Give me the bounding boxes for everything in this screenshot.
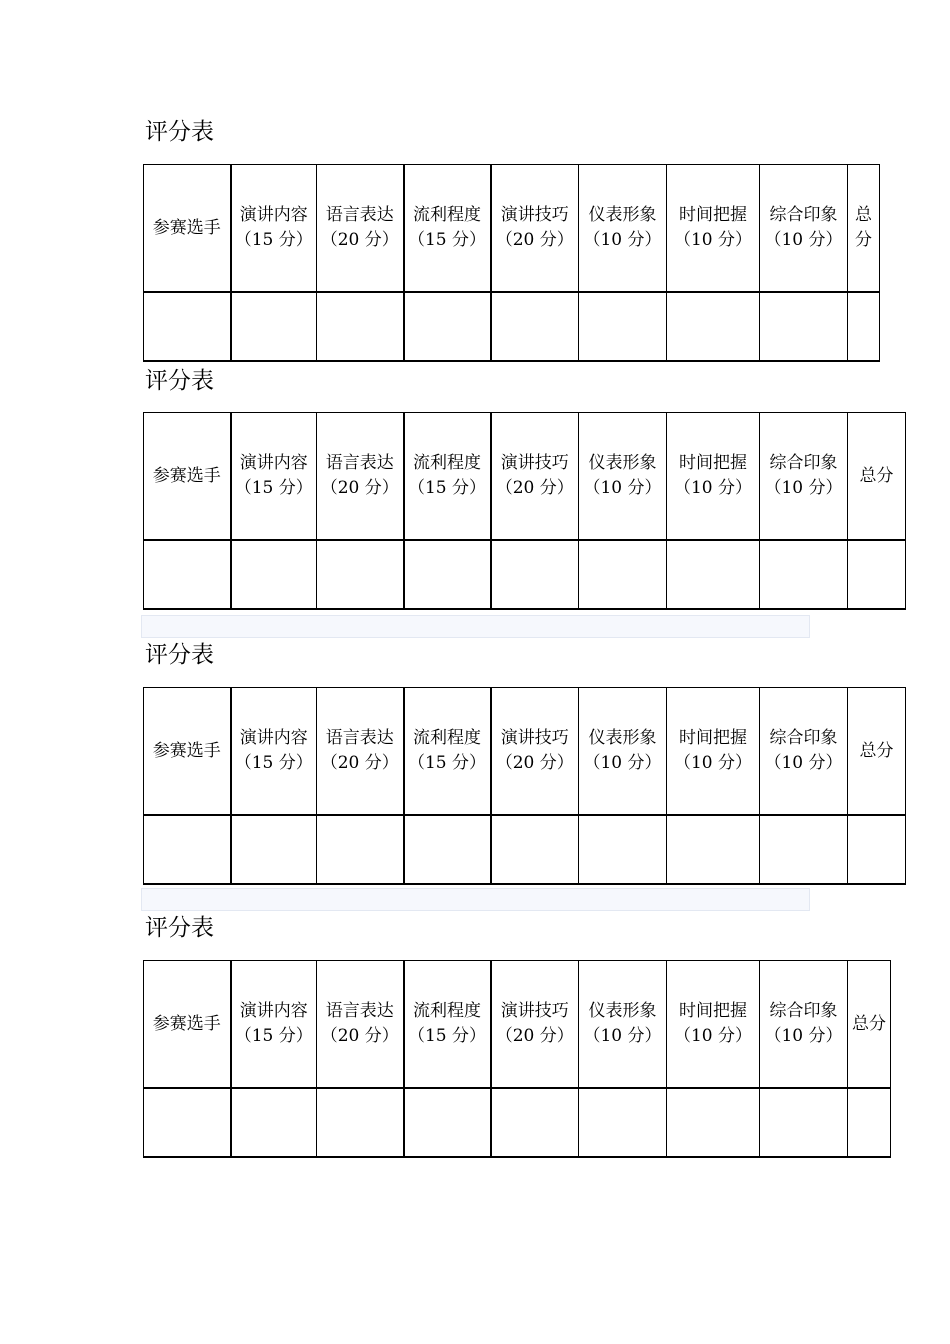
header-criterion: 语言表达 （20 分） <box>317 413 404 541</box>
header-criterion: 语言表达 （20 分） <box>317 165 404 293</box>
score-cell[interactable] <box>404 815 491 884</box>
header-criterion: 综合印象 （10 分） <box>760 961 848 1089</box>
header-criterion: 流利程度 （15 分） <box>404 413 491 541</box>
sheet-title: 评分表 <box>145 368 214 394</box>
page-separator <box>141 615 810 638</box>
table-row <box>144 292 880 361</box>
score-cell[interactable] <box>667 540 760 609</box>
sheet-title: 评分表 <box>145 915 214 941</box>
score-cell[interactable] <box>667 292 760 361</box>
header-criterion: 语言表达 （20 分） <box>317 688 404 816</box>
score-cell[interactable] <box>231 292 317 361</box>
score-table <box>143 687 906 885</box>
header-criterion: 时间把握 （10 分） <box>667 961 760 1089</box>
score-cell[interactable] <box>144 292 231 361</box>
header-criterion: 演讲内容 （15 分） <box>231 413 317 541</box>
score-cell[interactable] <box>404 292 491 361</box>
header-criterion: 流利程度 （15 分） <box>404 961 491 1089</box>
score-cell[interactable] <box>404 1088 491 1157</box>
header-total: 总分 <box>848 413 906 541</box>
score-cell[interactable] <box>144 540 231 609</box>
score-cell[interactable] <box>491 815 579 884</box>
score-cell[interactable] <box>491 1088 579 1157</box>
sheet-title: 评分表 <box>145 642 214 668</box>
header-participant: 参赛选手 <box>144 961 231 1089</box>
score-cell[interactable] <box>667 815 760 884</box>
score-cell[interactable] <box>317 1088 404 1157</box>
score-cell[interactable] <box>848 540 906 609</box>
header-criterion: 流利程度 （15 分） <box>404 165 491 293</box>
score-cell[interactable] <box>760 1088 848 1157</box>
header-criterion: 流利程度 （15 分） <box>404 688 491 816</box>
header-criterion: 演讲技巧 （20 分） <box>491 165 579 293</box>
score-cell[interactable] <box>848 1088 891 1157</box>
score-cell[interactable] <box>144 1088 231 1157</box>
score-table <box>143 412 906 610</box>
table-row <box>144 815 906 884</box>
sheet-title: 评分表 <box>145 119 214 145</box>
score-cell[interactable] <box>231 540 317 609</box>
score-cell[interactable] <box>760 815 848 884</box>
score-cell[interactable] <box>667 1088 760 1157</box>
header-total: 总分 <box>848 688 906 816</box>
score-cell[interactable] <box>848 292 880 361</box>
header-criterion: 时间把握 （10 分） <box>667 688 760 816</box>
header-total: 总 分 <box>848 165 880 293</box>
header-criterion: 演讲技巧 （20 分） <box>491 688 579 816</box>
score-cell[interactable] <box>579 540 667 609</box>
score-cell[interactable] <box>579 292 667 361</box>
header-criterion: 仪表形象 （10 分） <box>579 688 667 816</box>
header-criterion: 演讲技巧 （20 分） <box>491 961 579 1089</box>
header-participant: 参赛选手 <box>144 688 231 816</box>
table-row <box>144 1088 891 1157</box>
score-table <box>143 960 891 1158</box>
page-separator <box>141 888 810 911</box>
header-total: 总分 <box>848 961 891 1089</box>
score-cell[interactable] <box>317 815 404 884</box>
score-table <box>143 164 880 362</box>
score-cell[interactable] <box>317 540 404 609</box>
score-cell[interactable] <box>491 292 579 361</box>
score-cell[interactable] <box>760 540 848 609</box>
score-cell[interactable] <box>579 815 667 884</box>
score-cell[interactable] <box>404 540 491 609</box>
table-row <box>144 540 906 609</box>
score-cell[interactable] <box>231 815 317 884</box>
header-criterion: 综合印象 （10 分） <box>760 413 848 541</box>
header-criterion: 演讲内容 （15 分） <box>231 688 317 816</box>
score-cell[interactable] <box>848 815 906 884</box>
header-criterion: 仪表形象 （10 分） <box>579 413 667 541</box>
score-cell[interactable] <box>231 1088 317 1157</box>
header-criterion: 仪表形象 （10 分） <box>579 961 667 1089</box>
score-cell[interactable] <box>144 815 231 884</box>
header-criterion: 时间把握 （10 分） <box>667 165 760 293</box>
header-criterion: 演讲内容 （15 分） <box>231 961 317 1089</box>
header-criterion: 演讲内容 （15 分） <box>231 165 317 293</box>
header-participant: 参赛选手 <box>144 413 231 541</box>
score-cell[interactable] <box>491 540 579 609</box>
header-criterion: 语言表达 （20 分） <box>317 961 404 1089</box>
header-criterion: 综合印象 （10 分） <box>760 165 848 293</box>
header-criterion: 时间把握 （10 分） <box>667 413 760 541</box>
header-criterion: 演讲技巧 （20 分） <box>491 413 579 541</box>
header-participant: 参赛选手 <box>144 165 231 293</box>
score-cell[interactable] <box>317 292 404 361</box>
header-criterion: 综合印象 （10 分） <box>760 688 848 816</box>
score-cell[interactable] <box>760 292 848 361</box>
header-criterion: 仪表形象 （10 分） <box>579 165 667 293</box>
score-cell[interactable] <box>579 1088 667 1157</box>
